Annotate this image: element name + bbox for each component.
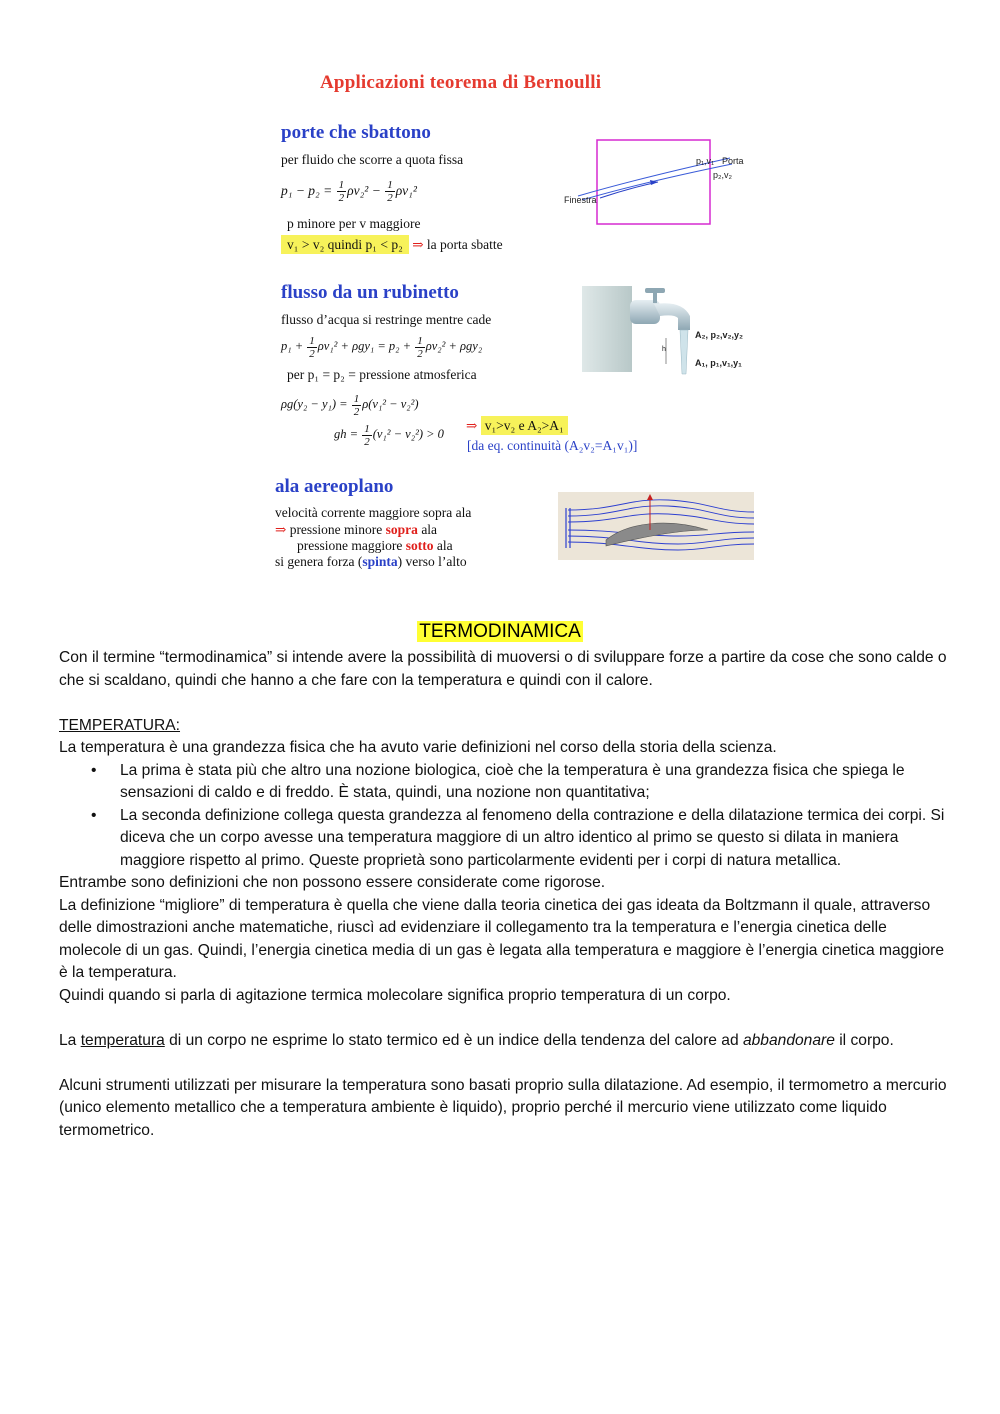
fig-label-finestra: Finestra: [564, 195, 597, 205]
faucet-figure: [582, 286, 772, 378]
wing-figure: [558, 492, 754, 560]
intro-paragraph: Con il termine “termodinamica” si intende avere la possibilità di muoversi o di sviluppare forze a partire da cose che sono calde o che si scaldano, quindi che hanno a che fare con la temperatura e quindi con il calore.: [59, 649, 947, 689]
list-item: • La seconda definizione collega questa grandezza al fenomeno della contrazione e della dilatazione termica dei corpi. Si diceva che un corpo avesse una temperatura maggiore di un altro identico al primo se questo si dilata in maniera maggiore rispetto al primo. Queste proprietà sono particolarmente evidenti per i corpi di natura metallica.: [120, 805, 949, 873]
list-item: • La prima è stata più che altro una nozione biologica, cioè che la temperatura è una grandezza fisica che spiega le sensazioni di caldo e di freddo. È stata, quindi, una nozione non quantitativa;: [120, 760, 949, 805]
fig-label-a2: A₂, p₂,v₂,y₂: [695, 330, 744, 340]
section-doors-line3: p minore per v maggiore: [287, 216, 421, 231]
faucet-result: [466, 418, 568, 434]
faucet-equation-2: ρg(y₂ − y₁) = $\frac{1}{2}$ ρ(v₁² − v₂²): [281, 392, 419, 418]
section-faucet-line3: per p₁ = p₂ = pressione atmosferica: [287, 367, 477, 382]
section-wing-line1: velocità corrente maggiore sopra ala: [275, 505, 472, 520]
fig-label-p2v2: p₂,v₂: [713, 170, 732, 180]
equation-lhs: p₁ − p₂ =: [281, 183, 333, 198]
faucet-result-highlight: v₁>v₂ e A₂>A₁: [481, 416, 568, 435]
slide-image: [270, 60, 770, 580]
paragraph-instruments: Alcuni strumenti utilizzati per misurare la temperatura sono basati proprio sulla dilatazione. Ad esempio, il termometro a mercurio (unico elemento metallico che a temperatura ambiente è liquido), proprio perché il mercurio viene utilizzato come liquido termometrico.: [59, 1076, 947, 1139]
conclusion-highlight: v₁ > v₂ quindi p₁ < p₂: [281, 235, 409, 254]
heading-termodinamica-wrap: [0, 621, 1000, 643]
arrow-icon: ⇒: [466, 418, 478, 433]
faucet-equation-3: gh = $\frac{1}{2}$ (v₁² − v₂²) > 0: [334, 422, 444, 448]
section-wing-title: ala aereoplano: [275, 476, 394, 497]
temperature-intro: La temperatura è una grandezza fisica che ha avuto varie definizioni nel corso della storia della scienza.: [59, 739, 777, 756]
conclusion-result: la porta sbatte: [426, 237, 503, 252]
paragraph-temperature-definition: La temperatura di un corpo ne esprime lo stato termico ed è un indice della tendenza del calore ad abbandonare il corpo.: [59, 1031, 894, 1049]
definitions-list: [59, 760, 949, 873]
fig-label-p1v1: p₁,v₁: [696, 156, 715, 166]
section-doors-line1: per fluido che scorre a quota fissa: [281, 152, 464, 167]
bernoulli-equation-doors: p₁ − p₂ = $\frac{1}{2}$ ρv₂² − $\frac{1}{2}$ ρv₁²: [281, 179, 417, 205]
door-figure: [560, 138, 744, 228]
section-doors-conclusion: [281, 237, 503, 253]
bernoulli-equation-faucet: p₁ + $\frac{1}{2}$ ρv₁² + ρgy₁ = p₂ + $\frac{1}{2}$ ρv₂² + ρgy₂: [281, 334, 483, 360]
faucet-note: [da eq. continuità (A₂v₂=A₁v₁)]: [467, 438, 638, 453]
section-wing-line2: ⇒ pressione minore sopra ala: [275, 522, 438, 537]
paragraph-rigorous: Entrambe sono definizioni che non possono essere considerate come rigorose.: [59, 874, 606, 891]
section-faucet-title: flusso da un rubinetto: [281, 282, 459, 303]
fig-label-h: h: [662, 346, 666, 353]
arrow-icon: ⇒: [275, 522, 287, 537]
paragraph-agitation: Quindi quando si parla di agitazione termica molecolare significa proprio temperatura di un corpo.: [59, 986, 731, 1004]
slide-title: Applicazioni teorema di Bernoulli: [320, 72, 602, 93]
paragraph-boltzmann: La definizione “migliore” di temperatura è quella che viene dalla teoria cinetica dei gas ideata da Boltzmann il quale, attraverso delle dimostrazioni anche matematiche, riuscì ad evidenziare il collegamento tra la temperatura e l’energia cinetica delle molecole di un gas. Quindi, l’energia cinetica media di un gas è legata alla temperatura e maggiore è l’energia cinetica maggiore è la temperatura.: [59, 896, 945, 981]
arrow-icon: ⇒: [412, 237, 424, 252]
section-faucet-line1: flusso d’acqua si restringe mentre cade: [281, 312, 492, 327]
fig-label-a1: A₁, p₁,v₁,y₁: [695, 358, 742, 368]
section-doors-title: porte che sbattono: [281, 122, 431, 143]
section-wing-line4: si genera forza (spinta) verso l’alto: [275, 554, 467, 569]
section-wing-line3: pressione maggiore sotto ala: [297, 538, 453, 553]
heading-termodinamica: TERMODINAMICA: [419, 621, 581, 642]
fig-label-porta: Porta: [722, 156, 744, 166]
document-body: [59, 647, 949, 1142]
temperature-heading: TEMPERATURA:: [59, 716, 181, 734]
